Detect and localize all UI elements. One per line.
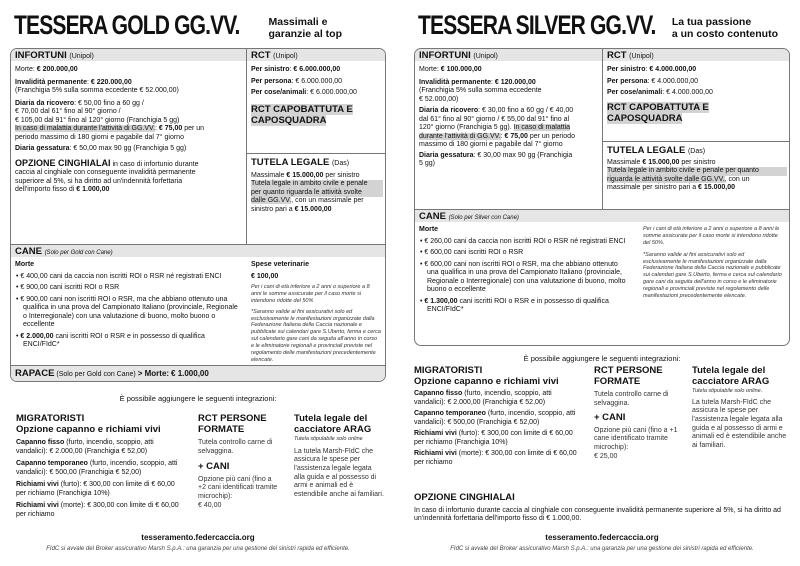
gold-rct-header: RCT (Unipol) [251,50,298,61]
gold-infortuni-body: Morte: € 200.000,00 Invalidità permanente: € 220.000,00 (Franchigia 5% sulla somma eccedente € 52.000,00) Diaria da ricovero: € 50,00 fino a 60 gg / € 70,00 dal 61° fino al 90° giorno / € 105,00 dal 91° fino al 120° giorno (Franchigia 5 gg) In caso di malattia durante l'attività di GG.VV.: € 75,00 per un periodo massimo di 180 giorni e pagabile dal 7° giorno Diaria gessatura: € 50,00 max 90 gg (Franchigia 5 gg) OPZIONE CINGHIALAI in caso di infortunio durante caccia al cinghiale con conseguente invalidità permanente superiore al 5%, si ha diritto ad un'indennità forfettaria dell'importo fisso di € 1.000,00 [15,66,243,195]
silver-arag: Tutela legale del cacciatore ARAG Tutela stipulabile solo online. La tutela Marsh-FIdC che assicura le spese per l'assistenza legale legata alla guida e al possesso di armi e animali ed è estendibile anche ai familiari. [692,365,787,449]
silver-tutela-legale: TUTELA LEGALE (Das) Massimale € 15.000,00 per sinistro Tutela legale in ambito civile e penale per quanto riguarda le attività svolte dalle GG.VV., con un massimale per sinistro pari a € 15.000,00 [607,145,787,193]
gold-invalidita-row: Invalidità permanente: € 220.000,00 [15,78,132,86]
silver-panel [410,6,794,560]
gold-addon-title: È possibile aggiungere le seguenti integrazioni: [119,394,277,403]
silver-rct-persone: RCT PERSONE FORMATE Tutela controllo carne di selvaggina. + CANI Opzione più cani (fino a +1 cane identificato tramite microchip): € 25,00 [594,365,678,460]
list-item: • € 260,00 cani da caccia non iscritti ROI o RSR né registrati ENCI [420,237,626,245]
silver-url-link[interactable]: tesseramento.federcaccia.org [545,533,659,542]
gold-url-link[interactable]: tesseramento.federcaccia.org [141,533,255,542]
gold-morte-row: Morte: € 200.000,00 [15,66,78,73]
silver-cane-header: CANE (Solo per Silver con Cane) [419,211,519,222]
gold-capobattuta: RCT CAPOBATTUTA E CAPOSQUADRA [251,103,353,127]
silver-addon-title: È possibile aggiungere le seguenti integrazioni: [523,354,681,363]
list-item: Capanno temporaneo (furto, incendio, scoppio, atti vandalici): € 500,00 (Franchigia € 52,00) [414,410,576,426]
gold-malattia-row: In caso di malattia durante l'attività di GG.VV.: € 75,00 per un [15,125,205,133]
gold-diaria-row: Diaria da ricovero: € 50,00 fino a 60 gg / [15,99,144,107]
gold-cinghialai-block: OPZIONE CINGHIALAI in caso di infortunio durante [15,157,199,168]
gold-cane-body: Morte • € 400,00 cani da caccia non iscritti ROI o RSR né registrati ENCI • € 900,00 cani iscritti ROI o RSR • € 900,00 cani non iscritti ROI o RSR, ma che abbiano ottenuto una qualifica in una prova del Campionato Italiano (provinciale, Regionale o Interregionale) con una valutazione di buono, molto buono o eccellente • € 2.000,00 cani iscritti ROI o RSR e in possesso di qualifica ENCI/FIdC* [15,261,243,350]
gold-rapace-row: RAPACE (Solo per Gold con Cane) > Morte: € 1.000,00 [15,368,209,379]
gold-rct-body: Per sinistro: € 6.000.000,00 Per persona: € 6.000.000,00 Per cose/animali: € 6.000.000,00 RCT CAPOBATTUTA E CAPOSQUADRA [251,66,383,127]
list-item: Capanno fisso (furto, incendio, scoppio, atti vandalici): € 2.000,00 (Franchigia € 52,00) [414,390,552,406]
list-item: • € 900,00 cani non iscritti ROI o RSR, ma che abbiano ottenuto una qualifica in una prova del Campionato Italiano (provinciale, Regionale o Interregionale) con una valutazione di buono, molto buono o eccellente [16,295,238,329]
gold-tutela-legale: TUTELA LEGALE (Das) Massimale € 15.000,00 per sinistro Tutela legale in ambito civile e penale per quanto riguarda le attività svolte dalle GG.VV., con un massimale per sinistro pari a € 15.000,00 [251,157,383,214]
silver-tagline: La tua passione a un costo contenuto [671,16,778,41]
gold-arag: Tutela legale del cacciatore ARAG Tutela stipulabile solo online La tutela Marsh-FIdC che assicura le spese per l'assistenza legale legata alla guida e al possesso di armi e animali ed è estendibile anche ai familiari. [294,413,384,498]
list-item: • € 1.300,00 cani iscritti ROI o RSR e in possesso di qualifica ENCI/FIdC* [420,297,609,314]
silver-migratoristi: MIGRATORISTI Opzione capanno e richiami vivi Capanno fisso (furto, incendio, scoppio, atti vandalici): € 2.000,00 (Franchigia € 52,00) Capanno temporaneo (furto, incendio, scoppio, atti vandalici): € 500,00 (Franchigia € 52,00) Richiami vivi (furto): € 300,00 con limite di € 60,00 per richiamo (Franchigia 10%) Richiami vivi (morte): € 300,00 con limite di € 60,00 per richiamo [414,366,582,468]
silver-cane-body: Morte • € 260,00 cani da caccia non iscritti ROI o RSR né registrati ENCI • € 600,00 cani iscritti ROI o RSR • € 600,00 cani non iscritti ROI o RSR, ma che abbiano ottenuto una qualifica in una prova del Campionato Italiano (provinciale, Regionale o Interregionale) con una valutazione di buono, molto buono o eccellente • € 1.300,00 cani iscritti ROI o RSR e in possesso di qualifica ENCI/FIdC* [419,226,626,314]
silver-coverage-card [414,48,790,346]
gold-tagline: Massimali e garanzie al top [268,16,342,41]
silver-rct-header: RCT (Unipol) [607,50,654,61]
list-item: • € 400,00 cani da caccia non iscritti ROI o RSR né registrati ENCI [16,272,222,280]
list-item: • € 600,00 cani iscritti ROI o RSR [420,249,524,257]
gold-gessatura-row: Diaria gessatura: € 50,00 max 90 gg (Franchigia 5 gg) [15,145,187,153]
silver-infortuni-body: Morte: € 100.000,00 Invalidità permanente: € 120.000,00 (Franchigia 5% sulla somma eccedente € 52.000,00) Diaria da ricovero: € 30,00 fino a 60 gg / € 40,00 dal 61° fino al 90° giorno / € 55,00 dal 91° fino al 120° giorno (Franchigia 5 gg). In caso di malattia durante l'attività di GG.VV.: € 75,00 per un periodo massimo di 180 giorni e pagabile dal 7° giorno Diaria gessatura: € 30,00 max 90 gg (Franchigia 5 gg) [419,66,575,168]
silver-footer: FIdC si avvale del Broker assicurativo Marsh S.p.A.: una garanzia per una gestione dei sinistri rapida ed efficiente. [450,546,754,552]
gold-title: TESSERA GOLD GG.VV. [14,10,240,40]
list-item: Richiami vivi (morte): € 300,00 con limite di € 60,00 per richiamo [16,502,179,518]
gold-vertical-divider [246,49,247,244]
silver-cinghialai: OPZIONE CINGHIALAI In caso di infortunio durante caccia al cinghiale con conseguente invalidità permanente superiore al 5%, si ha diritto ad un'indennità forfettaria dell'importo fisso di € 1.000,00. [414,492,781,523]
list-item: Richiami vivi (furto): € 300,00 con limite di € 60,00 per richiamo (Franchigia 10%) [16,481,175,497]
gold-vet-block: Spese veterinarie € 100,00 Per i cani di età inferiore a 2 anni o superiore a 8 anni le somme assicurate per il caso morte si intendono ridotte del 50% *Saranno valide ai fini assicurativi solo ed esclusivamente le manifestazioni organizzate dalla Federazione Italiana della Caccia nazionale e pubblicate sui calendari gare S.Uberto, ferma e cerca sul calendario gare cani da seguita all'anno in corso e le eliminatorie regionali e provinciali previste nel regolamento delle manifestazioni precedentemente elencate. [251,261,381,363]
list-item: • € 2.000,00 cani iscritti ROI o RSR e in possesso di qualifica ENCI/FIdC* [16,332,205,349]
gold-rct-persone: RCT PERSONE FORMATE Tutela controllo carne di selvaggina. + CANI Opzione più cani (fino a +2 cani identificati tramite microchip): € 40,00 [198,413,278,509]
gold-coverage-card [10,48,386,382]
list-item: • € 900,00 cani iscritti ROI o RSR [16,284,120,292]
list-item: Richiami vivi (furto): € 300,00 con limite di € 60,00 per richiamo (Franchigia 10%) [414,430,573,446]
gold-migratoristi: MIGRATORISTI Opzione capanno e richiami vivi Capanno fisso (furto, incendio, scoppio, atti vandalici): € 2.000,00 (Franchigia € 52,00) Capanno temporaneo (furto, incendio, scoppio, atti vandalici): € 500,00 (Franchigia € 52,00) Richiami vivi (furto): € 300,00 con limite di € 60,00 per richiamo (Franchigia 10%) Richiami vivi (morte): € 300,00 con limite di € 60,00 per richiamo [16,414,184,520]
silver-rct-body: Per sinistro: € 4.000.000,00 Per persona: € 4.000.000,00 Per cose/animali: € 4.000.000,00 RCT CAPOBATTUTA E CAPOSQUADRA [607,66,713,125]
gold-infortuni-header: INFORTUNI (Unipol) [15,50,94,61]
list-item: • € 600,00 cani non iscritti ROI o RSR, ma che abbiano ottenuto una qualifica in una prova del Campionato Italiano (provinciale, Regionale o Interregionale) con una valutazione di buono, molto buono o eccellente [420,260,626,294]
list-item: Richiami vivi (morte): € 300,00 con limite di € 60,00 per richiamo [414,450,577,466]
gold-cane-header: CANE (Solo per Gold con Cane) [15,246,113,257]
silver-cane-notes: Per i cani di età inferiore a 2 anni o superiore a 8 anni le somme assicurate per il caso morte si intendono ridotte del 50%. *Saranno valide ai fini assicurativi solo ed esclusivamente le manifestazioni organizzate dalla Federazione Italiana della Caccia nazionale e pubblicate sui calendari gare S.Uberto, ferma e cerca sul calendario gare cani da seguita dell'anno in corso e le eliminatorie regionali e provinciali previste nel regolamento delle manifestazioni precedentemente elencate. [643,226,782,299]
silver-infortuni-header: INFORTUNI (Unipol) [419,50,498,61]
list-item: Capanno temporaneo (furto, incendio, scoppio, atti vandalici): € 500,00 (Franchigia € 52,00) [16,460,178,476]
silver-title: TESSERA SILVER GG.VV. [418,10,656,40]
list-item: Capanno fisso (furto, incendio, scoppio, atti vandalici): € 2.000,00 (Franchigia € 52,00) [16,439,154,455]
gold-footer: FIdC si avvale del Broker assicurativo Marsh S.p.A.: una garanzia per una gestione dei sinistri rapida ed efficiente. [46,546,350,552]
gold-panel [6,6,390,560]
